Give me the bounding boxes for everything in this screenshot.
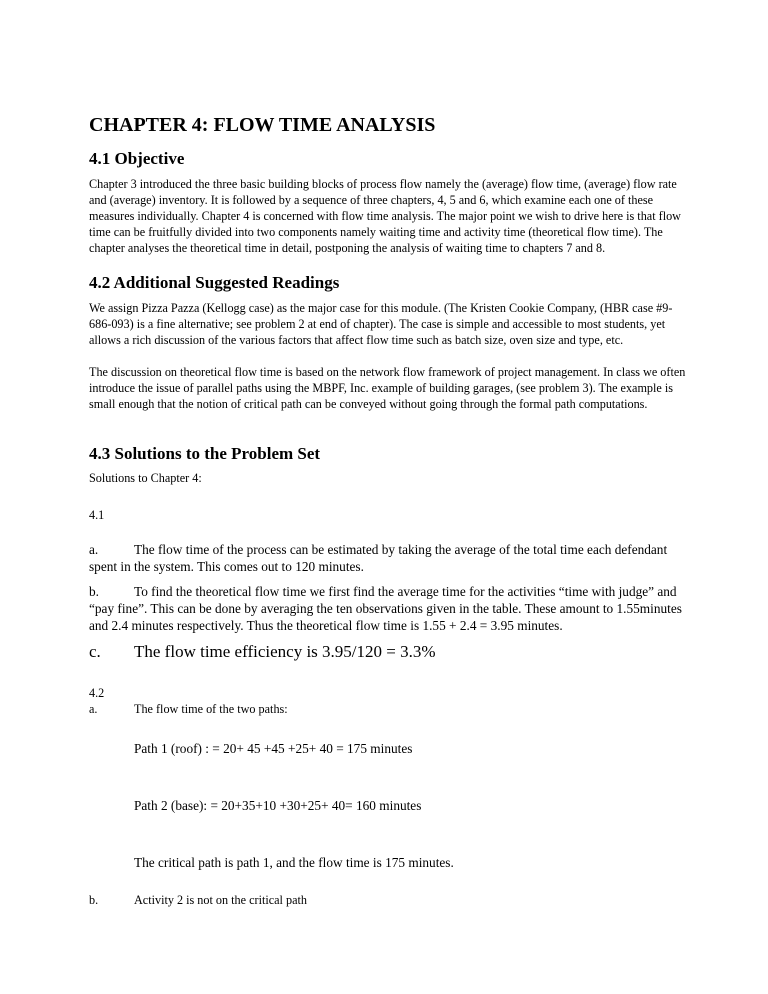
item-text-c: The flow time efficiency is 3.95/120 = 3.3% [134, 642, 436, 661]
problem-4-1-a [89, 541, 689, 575]
readings-paragraph-2: The discussion on theoretical flow time is based on the network flow framework of project management. In class we often introduce the issue of parallel paths using the MBPF, Inc. example of building garages, (see problem 3). The example is small enough that the notion of critical path can be conveyed without going through the formal path computations. [89, 365, 686, 411]
chapter-title: CHAPTER 4: FLOW TIME ANALYSIS [89, 114, 436, 136]
item-label-4-2-b: b. [89, 893, 99, 907]
path-1-line: Path 1 (roof) : = 20+ 45 +45 +25+ 40 = 175 minutes [134, 741, 413, 756]
critical-path-line: The critical path is path 1, and the flow time is 175 minutes. [134, 855, 454, 870]
solutions-intro: Solutions to Chapter 4: [89, 471, 202, 485]
problem-4-1-b [89, 583, 689, 634]
item-label-b: b. [89, 584, 99, 599]
readings-paragraph-1: We assign Pizza Pazza (Kellogg case) as the major case for this module. (The Kristen Cookie Company, (HBR case #9-686-093) is a fine alternative; see problem 2 at end of chapter). The case is simple and accessible to most students, yet allows a rich discussion of the various factors that affect flow time such as batch size, oven size and type, etc. [89, 301, 673, 347]
problem-4-1-c [89, 642, 436, 662]
item-label-a: a. [89, 542, 99, 557]
item-label-c: c. [89, 642, 101, 661]
item-text-4-2-b: Activity 2 is not on the critical path [134, 893, 307, 907]
item-text-b: To find the theoretical flow time we first find the average time for the activities “time with judge” and “pay fine”. This can be done by averaging the ten observations given in the table. These amount to 1.55minutes and 2.4 minutes respectively. Thus the theoretical flow time is 1.55 + 2.4 = 3.95 minutes. [89, 584, 682, 633]
item-label-4-2-a: a. [89, 702, 98, 716]
problem-4-2-a [89, 702, 288, 717]
problem-number-4-1: 4.1 [89, 508, 105, 522]
section-heading-readings: 4.2 Additional Suggested Readings [89, 273, 340, 292]
path-2-line: Path 2 (base): = 20+35+10 +30+25+ 40= 160 minutes [134, 798, 422, 813]
problem-4-2-b [89, 893, 307, 908]
section-heading-solutions: 4.3 Solutions to the Problem Set [89, 444, 321, 463]
item-text-a: The flow time of the process can be estimated by taking the average of the total time each defendant spent in the system. This comes out to 120 minutes. [89, 542, 668, 574]
section-heading-objective: 4.1 Objective [89, 149, 185, 168]
objective-paragraph: Chapter 3 introduced the three basic building blocks of process flow namely the (average) flow time, (average) flow rate and (average) inventory. It is followed by a sequence of three chapters, 4, 5 and 6, which examine each one of these measures individually. Chapter 4 is concerned with flow time analysis. The major point we wish to drive here is that flow time can be fruitfully divided into two components namely waiting time and activity time (theoretical flow time). The chapter analyses the theoretical time in detail, postponing the analysis of waiting time to chapters 7 and 8. [89, 177, 681, 255]
item-text-4-2-a: The flow time of the two paths: [134, 702, 288, 716]
problem-number-4-2: 4.2 [89, 686, 105, 700]
